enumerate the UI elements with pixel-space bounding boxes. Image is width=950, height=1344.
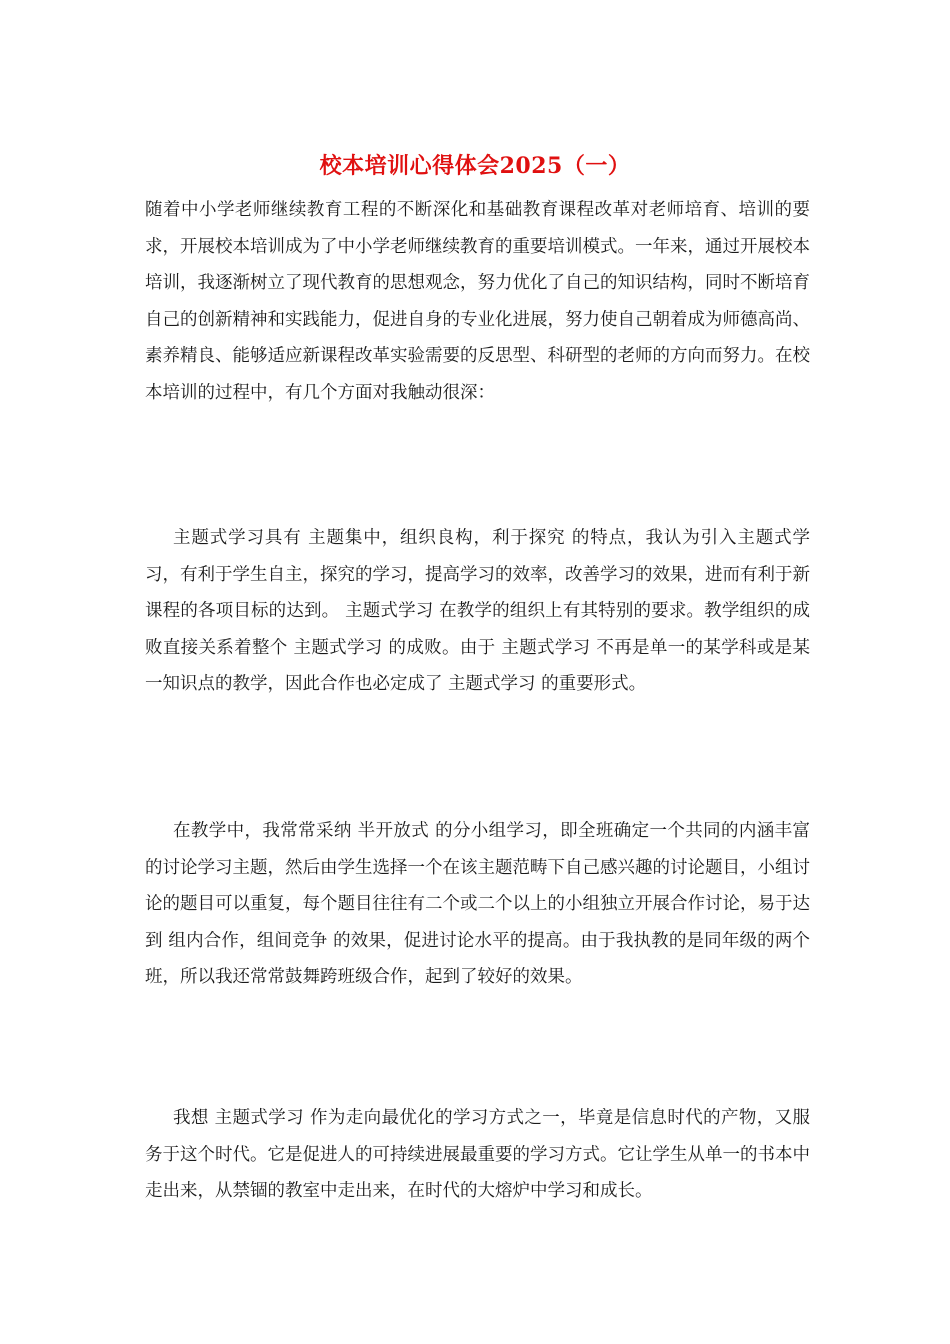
- paragraph-thematic-learning: 主题式学习具有 主题集中，组织良构，利于探究 的特点，我认为引入主题式学习，有利于学生自主，探究的学习，提高学习的效率，改善学习的效果，进而有利于新课程的各项目标的达到。 主题式学习 在教学的组织上有其特别的要求。教学组织的成败直接关系着整个 主题式学习 的成败。由于 主题式学习 不再是单一的某学科或是某一知识点的教学，因此合作也必定成了 主题式学习 的重要形式。: [145, 528, 810, 694]
- paragraph-conclusion: 我想 主题式学习 作为走向最优化的学习方式之一，毕竟是信息时代的产物，又服务于这个时代。它是促进人的可持续进展最重要的学习方式。它让学生从单一的书本中走出来，从禁锢的教室中走出来，在时代的大熔炉中学习和成长。: [145, 1108, 810, 1201]
- paragraph-intro: 随着中小学老师继续教育工程的不断深化和基础教育课程改革对老师培育、培训的要求，开展校本培训成为了中小学老师继续教育的重要培训模式。一年来，通过开展校本培训，我逐渐树立了现代教育的思想观念，努力优化了自己的知识结构，同时不断培育自己的创新精神和实践能力，促进自身的专业化进展，努力使自己朝着成为师德高尚、素养精良、能够适应新课程改革实验需要的反思型、科研型的老师的方向而努力。在校本培训的过程中，有几个方面对我触动很深：: [145, 200, 810, 403]
- document-title: 校本培训心得体会2025（一）: [319, 153, 631, 179]
- paragraph-group-study: 在教学中，我常常采纳 半开放式 的分小组学习，即全班确定一个共同的内涵丰富的讨论学习主题，然后由学生选择一个在该主题范畴下自己感兴趣的讨论题目，小组讨论的题目可以重复，每个题目往往有二个或二个以上的小组独立开展合作讨论，易于达到 组内合作，组间竞争 的效果，促进讨论水平的提高。由于我执教的是同年级的两个班，所以我还常常鼓舞跨班级合作，起到了较好的效果。: [145, 821, 810, 987]
